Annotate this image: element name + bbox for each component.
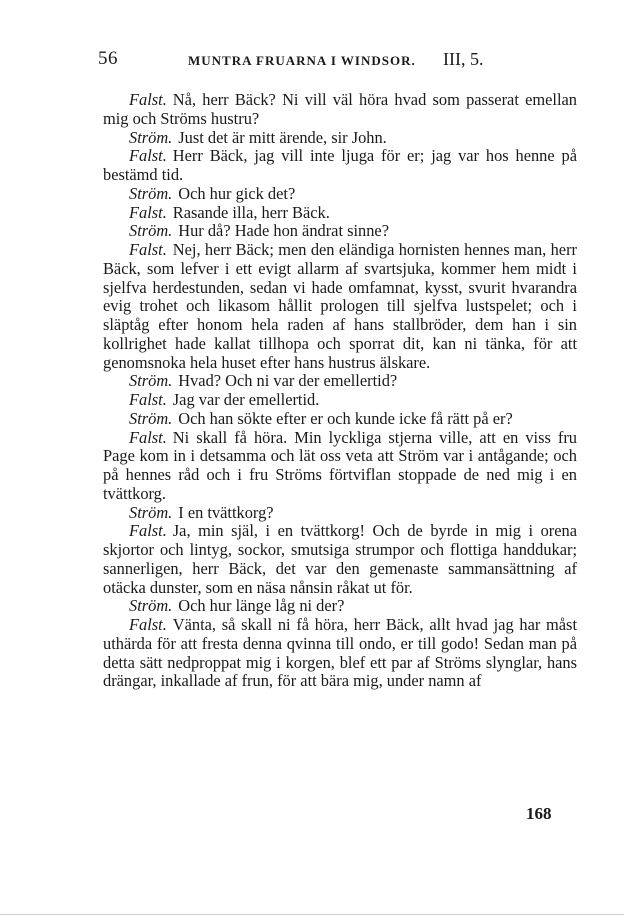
speaker-name: Falst. <box>129 240 167 259</box>
dialogue-line <box>103 222 577 241</box>
dialogue-line <box>103 372 577 391</box>
speaker-name: Ström. <box>129 371 173 391</box>
dialogue-line <box>103 504 577 523</box>
speaker-name: Ström. <box>129 183 173 203</box>
line-text: Ni skall få höra. Min lyckliga stjerna ville, att en viss fru Page kom in i detsamma och lät oss veta att Ström var i antågande; och på hennes råd och i fru Ströms förtviflan stoppade de ned mig i en tvättkorg. <box>103 427 577 503</box>
dialogue-line <box>103 616 577 691</box>
speaker-name: Ström. <box>129 221 173 241</box>
line-text: Och hur länge låg ni der? <box>178 596 345 616</box>
page-number: 56 <box>98 48 118 69</box>
speaker-name: Falst. <box>129 146 167 166</box>
dialogue-line <box>103 91 577 129</box>
line-text: Hvad? Och ni var der emellertid? <box>178 371 398 391</box>
line-text: Nej, herr Bäck; men den eländiga hornisten hennes man, herr Bäck, som lefver i ett evigt allarm af svartsjuka, kommer hem midt i sjelfva herdestunden, sedan vi hade omfamnat, kysst, svurit hvarandra evig trohet och likasom hållit prologen till sjelfva lustspelet; och i släptåg efter honom hela raden af hans stallbröder, dem han i sin kollrighet hade kallat tillhopa och sporrat dit, kan ni tänka, för att genomsnoka hela huset efter hans hustrus älskare. <box>103 240 577 372</box>
line-text: Herr Bäck, jag vill inte ljuga för er; jag var hos henne på bestämd tid. <box>103 146 577 184</box>
speaker-name: Falst. <box>129 615 167 634</box>
dialogue-text <box>103 91 577 691</box>
speaker-name: Falst. <box>129 390 167 409</box>
speaker-name: Falst. <box>129 427 167 447</box>
line-text: I en tvättkorg? <box>178 502 274 522</box>
dialogue-line <box>103 410 577 429</box>
line-text: Och hur gick det? <box>178 183 296 203</box>
act-scene-marker: III, 5. <box>443 49 484 69</box>
line-text: Jag var der emellertid. <box>172 390 320 409</box>
folio-number: 168 <box>526 804 552 823</box>
dialogue-line <box>103 129 577 148</box>
line-text: Vänta, så skall ni få höra, herr Bäck, allt hvad jag har måst uthärda för att fresta denna qvinna till ondo, er till godo! Sedan man på detta sätt nedproppat mig i korgen, blef ett par af Ströms slynglar, hans drängar, inkallade af frun, för att bära mig, under namn af <box>103 615 577 691</box>
line-text: Ja, min själ, i en tvättkorg! Och de byrde in mig i orena skjortor och lintyg, sockor, smutsiga strumpor och flottiga handdukar; sannerligen, herr Bäck, det var den gemenaste sammansättning af otäcka dunster, som en näsa nånsin råkat ut för. <box>103 521 577 597</box>
dialogue-line <box>103 522 577 597</box>
page-edge-divider <box>0 914 624 915</box>
dialogue-line <box>103 185 577 204</box>
dialogue-line <box>103 597 577 616</box>
dialogue-line <box>103 241 577 372</box>
line-text: Hur då? Hade hon ändrat sinne? <box>178 221 389 241</box>
line-text: Rasande illa, herr Bäck. <box>172 202 330 222</box>
speaker-name: Ström. <box>129 127 173 147</box>
page-header <box>98 48 518 76</box>
running-title: MUNTRA FRUARNA I WINDSOR. <box>188 53 416 68</box>
speaker-name: Falst. <box>129 90 167 109</box>
speaker-name: Ström. <box>129 596 173 616</box>
line-text: Just det är mitt ärende, sir John. <box>178 127 387 147</box>
speaker-name: Ström. <box>129 502 173 522</box>
line-text: Och han sökte efter er och kunde icke få rätt på er? <box>178 408 513 428</box>
dialogue-line <box>103 429 577 504</box>
dialogue-line <box>103 204 577 223</box>
dialogue-line <box>103 147 577 185</box>
speaker-name: Falst. <box>129 521 167 541</box>
speaker-name: Ström. <box>129 408 173 428</box>
dialogue-line <box>103 391 577 410</box>
line-text: Nå, herr Bäck? Ni vill väl höra hvad som passerat emellan mig och Ströms hustru? <box>103 90 577 128</box>
speaker-name: Falst. <box>129 202 167 222</box>
